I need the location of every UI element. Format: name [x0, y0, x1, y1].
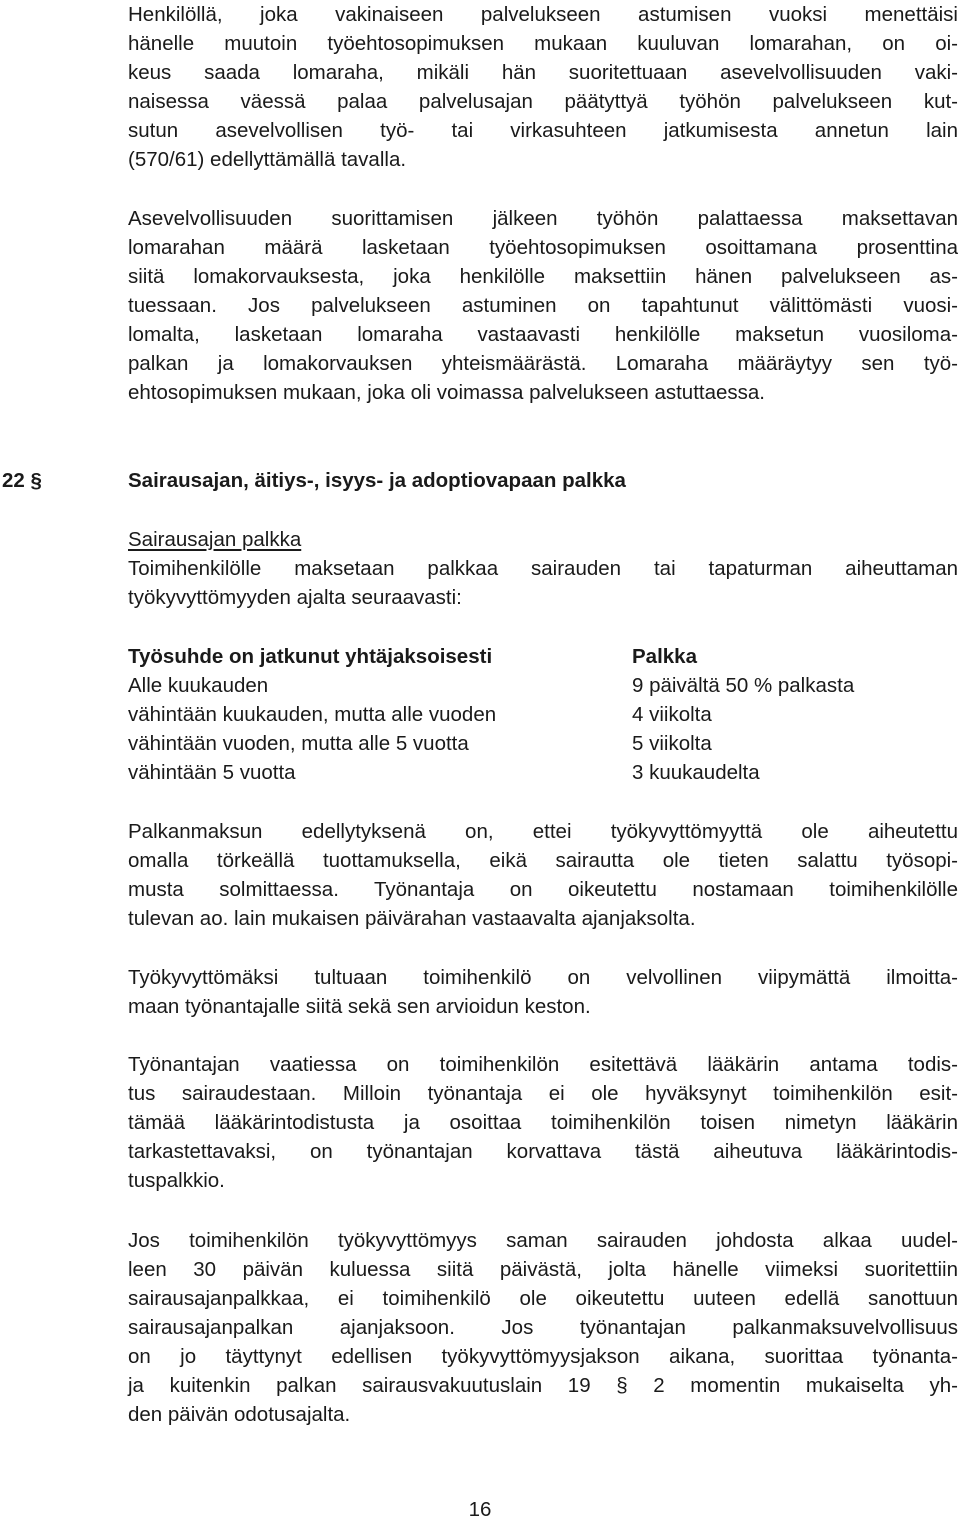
- text-line: tuspalkkio.: [128, 1169, 225, 1192]
- text-line: omalla törkeällä tuottamuksella, eikä sairautta ole tieten salattu työsopi-: [128, 849, 958, 872]
- text-line: Toimihenkilölle maksetaan palkkaa sairauden tai tapaturman aiheuttaman: [128, 557, 958, 580]
- text-line: Henkilöllä, joka vakinaiseen palvelukseen astumisen vuoksi menettäisi: [128, 3, 958, 26]
- text-line: sairausajanpalkkaa, ei toimihenkilö ole oikeutettu uuteen edellä sanottuun: [128, 1287, 958, 1310]
- table-cell-pay: 4 viikolta: [632, 703, 712, 726]
- table-header-row: [128, 642, 958, 671]
- table-row: [128, 671, 958, 700]
- paragraph-holiday-pay-conscription: [128, 0, 958, 174]
- text-line: leen 30 päivän kuluessa siitä päivästä, jolta hänelle viimeksi suoritettiin: [128, 1258, 958, 1281]
- text-line: ehtosopimuksen mukaan, joka oli voimassa palvelukseen astuttaessa.: [128, 381, 765, 404]
- text-line: tus sairaudestaan. Milloin työnantaja ei ole hyväksynyt toimihenkilön esit-: [128, 1082, 958, 1105]
- text-line: on jo täyttynyt edellisen työkyvyttömyysjakson aikana, suorittaa työnanta-: [128, 1345, 958, 1368]
- text-line: Työnantajan vaatiessa on toimihenkilön esitettävä lääkärin antama todis-: [128, 1053, 958, 1076]
- subsection-heading: Sairausajan palkka: [128, 528, 302, 551]
- section-title: Sairausajan, äitiys-, isyys- ja adoptiovapaan palkka: [128, 469, 626, 492]
- section-number: 22 §: [2, 469, 42, 492]
- text-line: Jos toimihenkilön työkyvyttömyys saman sairauden johdosta alkaa uudel-: [128, 1229, 958, 1252]
- table-row: [128, 729, 958, 758]
- text-line: maan työnantajalle siitä sekä sen arvioidun keston.: [128, 995, 591, 1018]
- text-line: palkan ja lomakorvauksen yhteismäärästä. Lomaraha määräytyy sen työ-: [128, 352, 958, 375]
- text-line: tämää lääkärintodistusta ja osoittaa toimihenkilön toisen nimetyn lääkärin: [128, 1111, 958, 1134]
- column-header-duration: Työsuhde on jatkunut yhtäjaksoisesti: [128, 645, 493, 668]
- text-line: lomarahan määrä lasketaan työehtosopimuksen osoittamana prosenttina: [128, 236, 958, 259]
- text-line: keus saada lomaraha, mikäli hän suoritettuaan asevelvollisuuden vaki-: [128, 61, 958, 84]
- paragraph-pay-conditions: [128, 817, 958, 933]
- paragraph-sick-pay-intro: [128, 554, 958, 612]
- text-line: tarkastettavaksi, on työnantajan korvattava tästä aiheutuva lääkärintodis-: [128, 1140, 958, 1163]
- text-line: tulevan ao. lain mukaisen päivärahan vastaavalta ajanjaksolta.: [128, 907, 696, 930]
- table-cell-duration: vähintään vuoden, mutta alle 5 vuotta: [128, 732, 469, 755]
- text-line: sairausajanpalkan ajanjaksoon. Jos työnantajan palkanmaksuvelvollisuus: [128, 1316, 958, 1339]
- table-cell-pay: 5 viikolta: [632, 732, 712, 755]
- text-line: Asevelvollisuuden suorittamisen jälkeen työhön palattaessa maksettavan: [128, 207, 958, 230]
- table-cell-pay: 9 päivältä 50 % palkasta: [632, 674, 855, 697]
- text-line: naisessa väessä palaa palvelusajan päätyttyä työhön palvelukseen kut-: [128, 90, 958, 113]
- sick-pay-table: [128, 642, 958, 787]
- text-line: Työkyvyttömäksi tultuaan toimihenkilö on velvollinen viipymättä ilmoitta-: [128, 966, 958, 989]
- column-header-pay: Palkka: [632, 645, 697, 668]
- text-line: musta solmittaessa. Työnantaja on oikeutettu nostamaan toimihenkilölle: [128, 878, 958, 901]
- text-line: sutun asevelvollisen työ- tai virkasuhteen jatkumisesta annetun lain: [128, 119, 958, 142]
- table-cell-duration: vähintään 5 vuotta: [128, 761, 296, 784]
- text-line: työkyvyttömyyden ajalta seuraavasti:: [128, 586, 462, 609]
- table-cell-duration: Alle kuukauden: [128, 674, 269, 697]
- table-row: [128, 758, 958, 787]
- text-line: lomalta, lasketaan lomaraha vastaavasti henkilölle maksetun vuosiloma-: [128, 323, 958, 346]
- paragraph-recurring-illness: [128, 1226, 958, 1429]
- paragraph-notify-employer: [128, 963, 958, 1021]
- text-line: Palkanmaksun edellytyksenä on, ettei työkyvyttömyyttä ole aiheutettu: [128, 820, 958, 843]
- text-line: hänelle muutoin työehtosopimuksen mukaan kuuluvan lomarahan, on oi-: [128, 32, 958, 55]
- paragraph-holiday-pay-amount: [128, 204, 958, 407]
- text-line: den päivän odotusajalta.: [128, 1403, 351, 1426]
- text-line: siitä lomakorvauksesta, joka henkilölle maksettiin hänen palvelukseen as-: [128, 265, 958, 288]
- table-cell-pay: 3 kuukaudelta: [632, 761, 760, 784]
- page-number: 16: [468, 1498, 492, 1521]
- text-line: tuessaan. Jos palvelukseen astuminen on tapahtunut välittömästi vuosi-: [128, 294, 958, 317]
- text-line: (570/61) edellyttämällä tavalla.: [128, 148, 407, 171]
- table-cell-duration: vähintään kuukauden, mutta alle vuoden: [128, 703, 497, 726]
- text-line: ja kuitenkin palkan sairausvakuutuslain 19 § 2 momentin mukaiselta yh-: [128, 1374, 958, 1397]
- paragraph-medical-certificate: [128, 1050, 958, 1195]
- table-row: [128, 700, 958, 729]
